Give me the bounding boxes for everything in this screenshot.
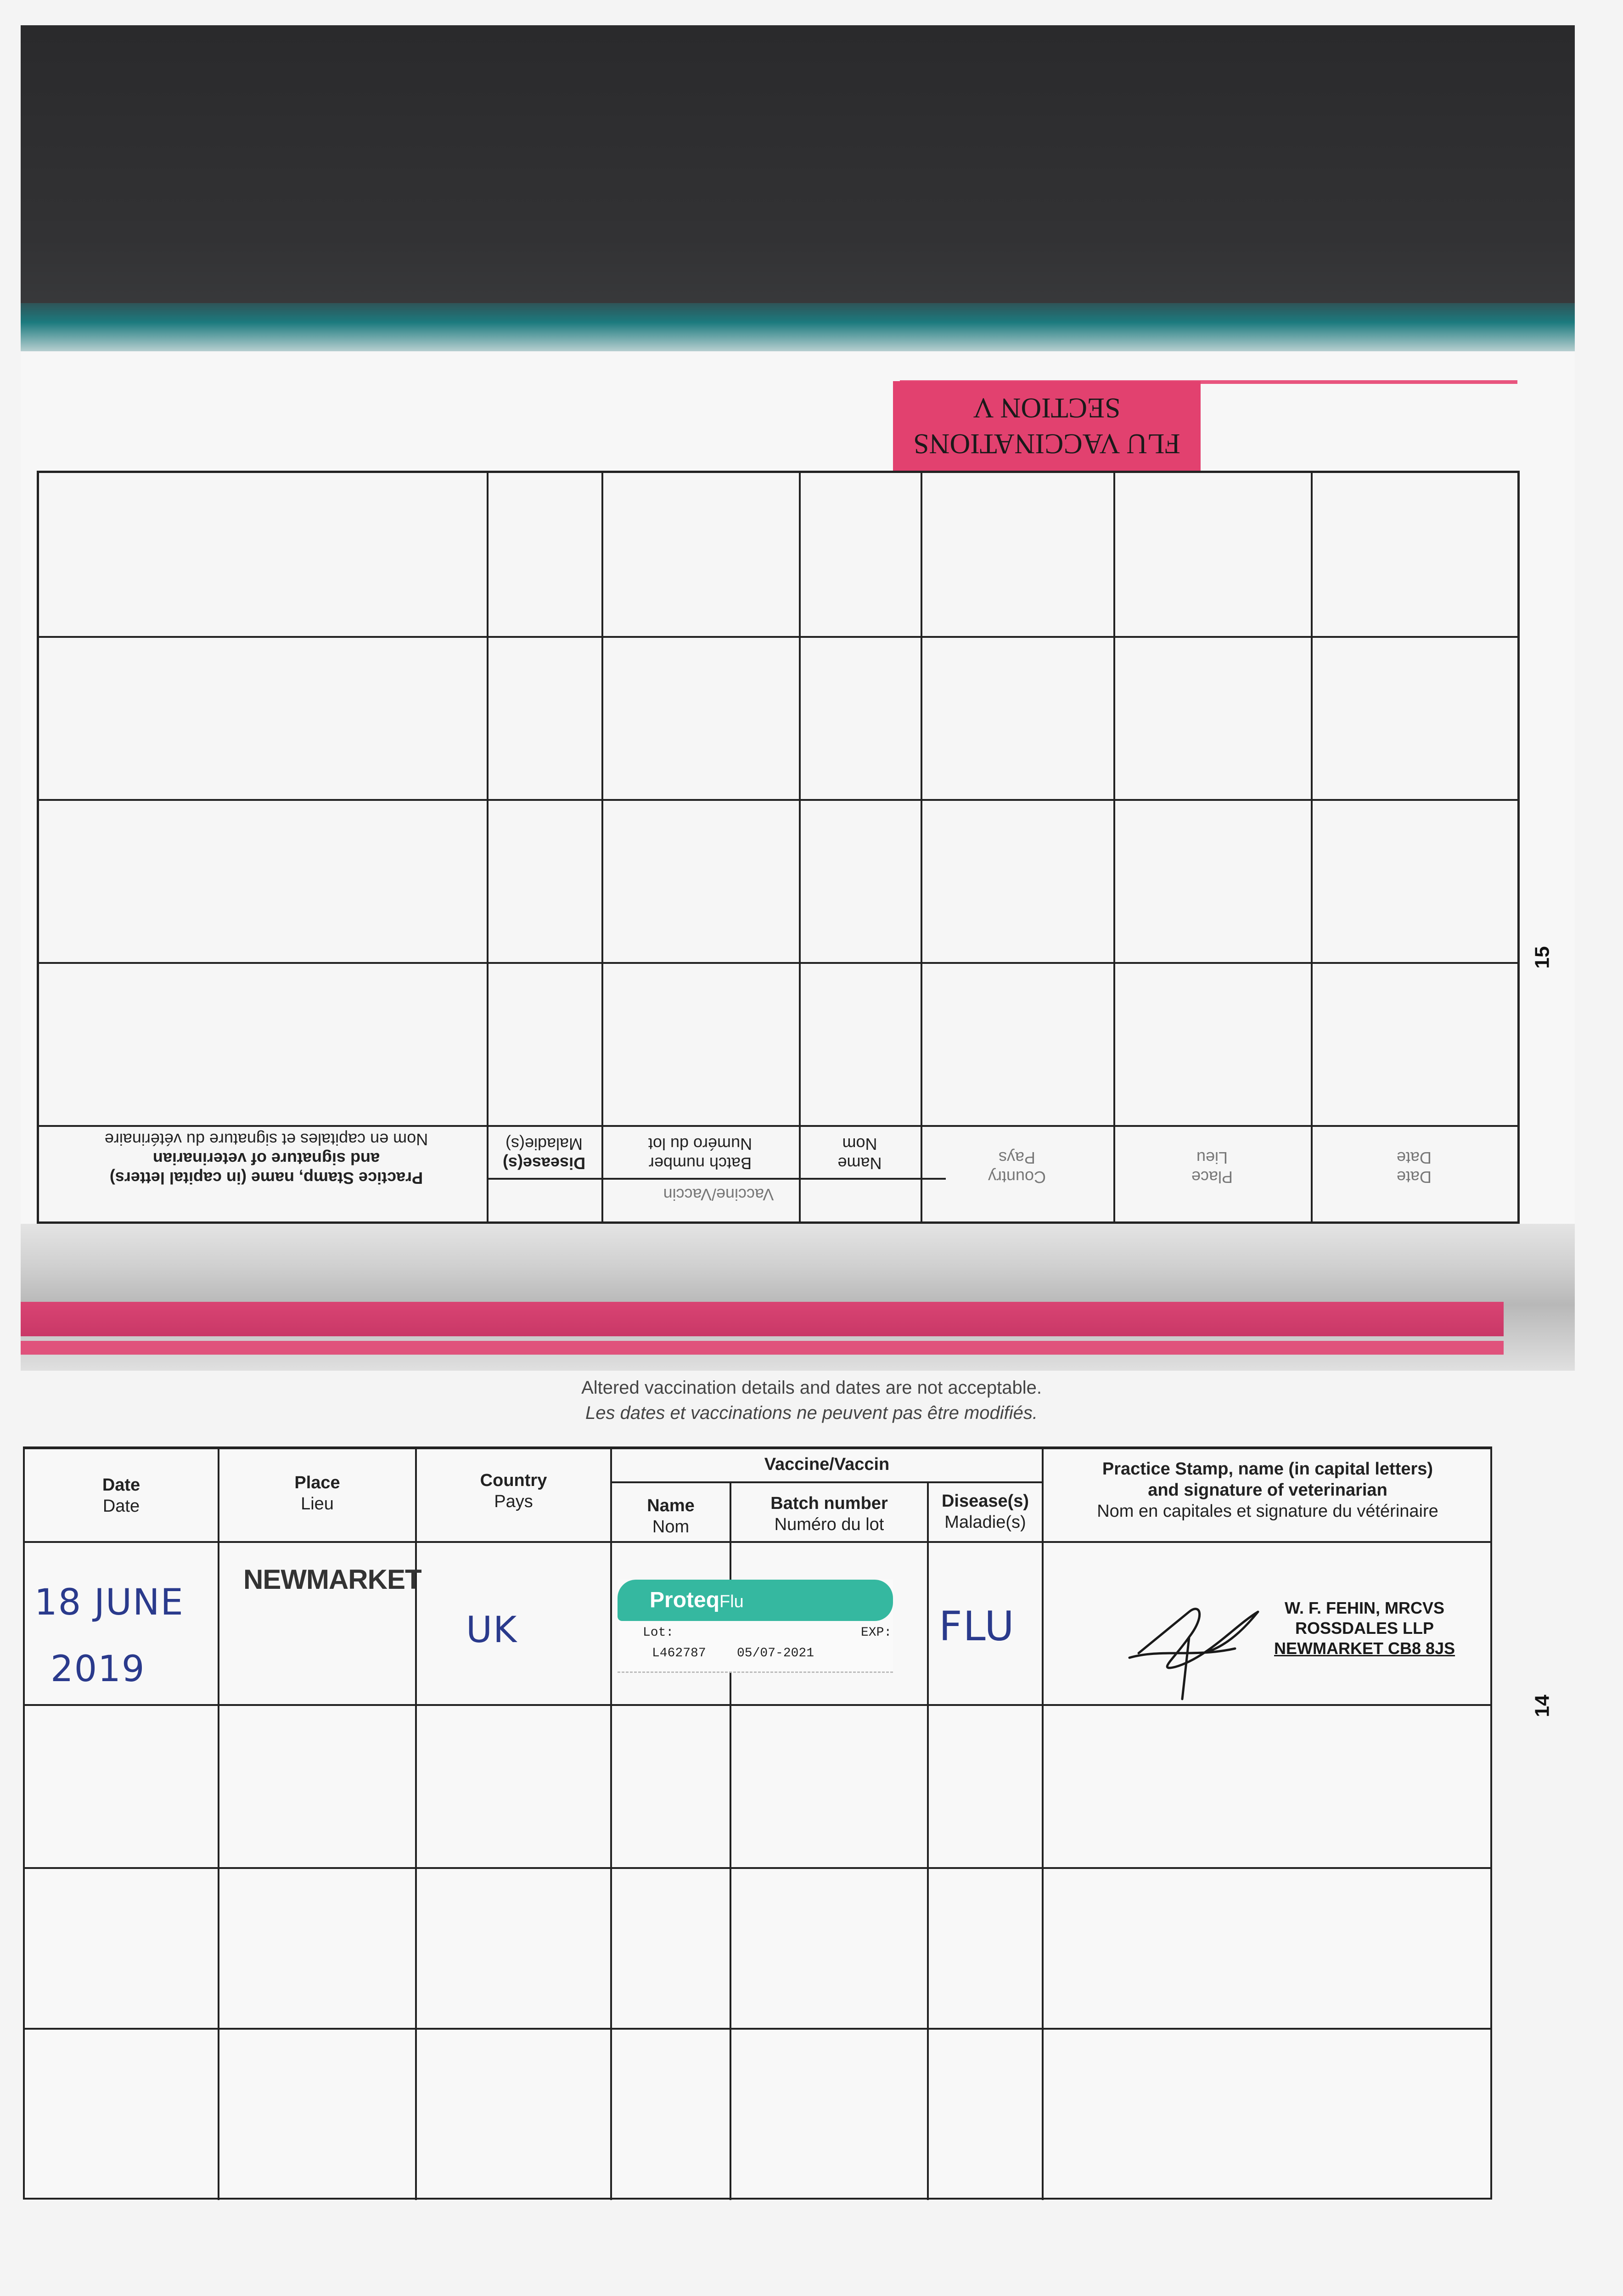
pink-smear-band-lower xyxy=(21,1341,1504,1355)
entry-place: NEWMARKET xyxy=(243,1564,421,1595)
entry-disease: FLU xyxy=(939,1603,1015,1650)
proteq-flu-logo: ProteqFlu xyxy=(618,1580,893,1621)
page-number-15: 15 xyxy=(1531,946,1554,969)
vet-signature-icon xyxy=(1120,1584,1276,1708)
entry-date-line1: 18 JUNE xyxy=(34,1582,184,1623)
header-vaccine-name: Name Nom xyxy=(647,1496,695,1536)
notice-en: Altered vaccination details and dates are not acceptable. xyxy=(581,1378,1042,1398)
section-title-line2: SECTION V xyxy=(973,392,1121,424)
section-title-box xyxy=(893,381,1201,471)
header-date: Date Date xyxy=(102,1475,140,1516)
top-header-vaccine: Vaccine/Vaccin xyxy=(663,1185,774,1204)
top-header-date: Date Date xyxy=(1396,1148,1432,1187)
scan-dark-band xyxy=(21,25,1575,328)
header-disease: Disease(s) Maladie(s) xyxy=(941,1491,1029,1532)
entry-date-line2: 2019 xyxy=(51,1649,146,1690)
sticker-exp-label: EXP: xyxy=(861,1626,892,1640)
notice-fr: Les dates et vaccinations ne peuvent pas être modifiés. xyxy=(585,1403,1038,1423)
header-place: Place Lieu xyxy=(294,1473,340,1514)
scan-teal-band xyxy=(21,303,1575,351)
page-number-14: 14 xyxy=(1531,1694,1554,1717)
upper-vaccination-table xyxy=(37,471,1520,1224)
vet-practice-stamp: W. F. FEHIN, MRCVS ROSSDALES LLP NEWMARKET CB8 8JS xyxy=(1274,1598,1455,1658)
header-country: Country Pays xyxy=(480,1471,547,1511)
vaccine-batch-sticker xyxy=(618,1580,893,1673)
top-header-disease: Disease(s) Maladie(s) xyxy=(502,1135,586,1173)
top-header-place: Place Lieu xyxy=(1191,1148,1233,1187)
sticker-exp-date: 05/07-2021 xyxy=(737,1646,814,1660)
top-header-name: Name Nom xyxy=(837,1135,882,1173)
pink-smear-band xyxy=(21,1302,1504,1336)
section-title-line1: FLU VACCINATIONS xyxy=(913,428,1180,460)
sticker-lot-number: L462787 xyxy=(652,1646,706,1660)
header-vaccine: Vaccine/Vaccin xyxy=(764,1455,890,1474)
vaccination-table xyxy=(23,1446,1492,2200)
top-header-country: Country Pays xyxy=(988,1148,1046,1187)
header-batch-number: Batch number Numéro du lot xyxy=(770,1494,888,1534)
sticker-lot-label: Lot: xyxy=(643,1626,674,1640)
top-header-batch: Batch number Numéro du lot xyxy=(648,1135,753,1173)
top-header-stamp: Practice Stamp, name (in capital letters) and signature of veterinarian Nom en capitales et signature du vétérinaire xyxy=(104,1130,428,1187)
entry-country: UK xyxy=(466,1609,518,1651)
header-practice-stamp: Practice Stamp, name (in capital letters) and signature of veterinarian Nom en capitales et signature du vétérinaire xyxy=(1097,1459,1438,1521)
